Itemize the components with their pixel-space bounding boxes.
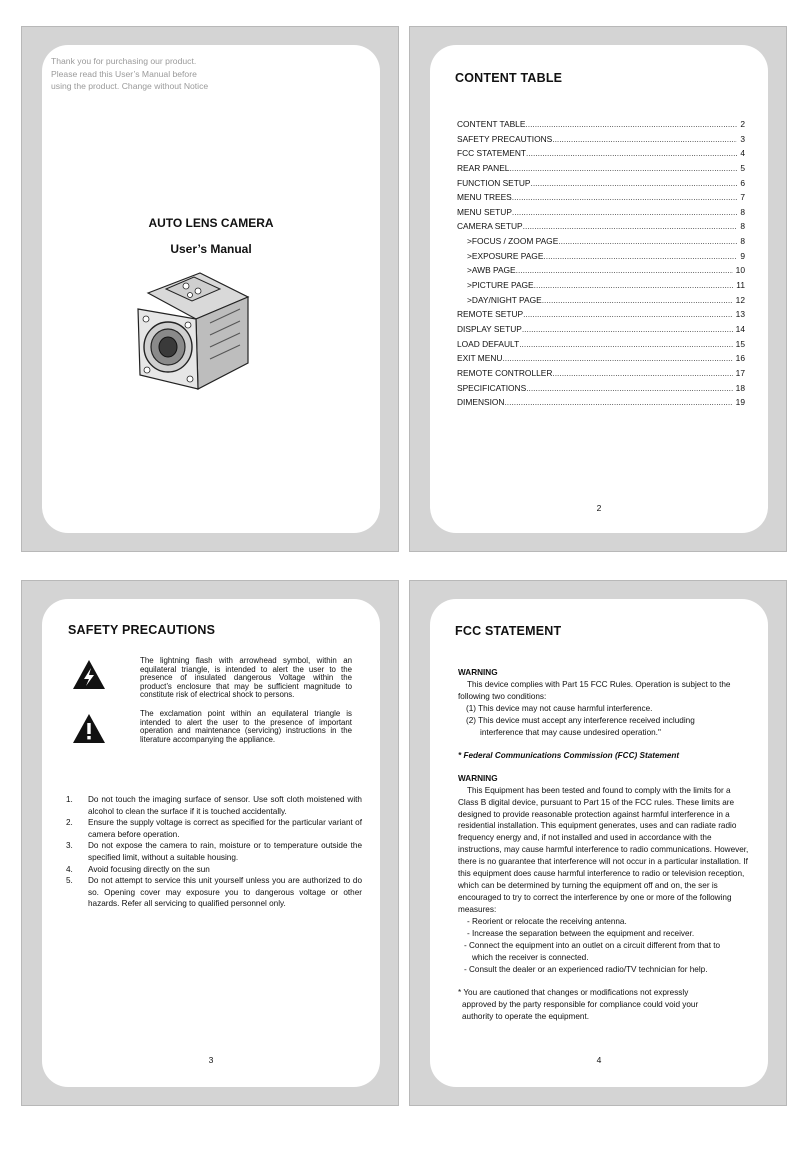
page-title: SAFETY PRECAUTIONS — [68, 623, 216, 637]
warning-intro: This device complies with Part 15 FCC Rules. Operation is subject to the following two conditions: — [458, 679, 731, 701]
fcc-card — [430, 599, 768, 1087]
camera-illustration — [130, 267, 264, 395]
toc-entry[interactable]: >PICTURE PAGE ..... 11 — [457, 278, 745, 293]
caution-line: authority to operate the equipment. — [462, 1011, 589, 1021]
toc-entry[interactable]: >EXPOSURE PAGE ..... 9 — [457, 249, 745, 264]
safety-card — [42, 599, 380, 1087]
safety-page — [21, 580, 399, 1106]
content-table-card — [430, 45, 768, 533]
caution-line: approved by the party responsible for compliance could void your — [462, 999, 699, 1009]
toc-entry[interactable]: CONTENT TABLE ..... 2 — [457, 117, 745, 132]
exclamation-warning-icon — [72, 713, 106, 744]
list-item: 4. Avoid focusing directly on the sun — [66, 864, 210, 874]
measure-item-cont: which the receiver is connected. — [472, 952, 589, 962]
condition-2: (2) This device must accept any interference received including — [466, 715, 695, 725]
list-item: 2. Ensure the supply voltage is correct as specified for the particular variant of camera before operation. — [66, 818, 362, 839]
condition-2-cont: interference that may cause undesired operation." — [480, 727, 661, 737]
fcc-page — [409, 580, 787, 1106]
toc-entry[interactable]: REMOTE SETUP ..... 13 — [457, 307, 745, 322]
list-item: 5. Do not attempt to service this unit yourself unless you are authorized to do so. Opening cover may exposure you to dangerous voltage or other hazards. Refer all servicing to qualified personnel only. — [66, 876, 362, 909]
toc-entry[interactable]: CAMERA SETUP ..... 8 — [457, 219, 745, 234]
measure-item: - Reorient or relocate the receiving antenna. — [467, 917, 627, 927]
toc-entry[interactable]: EXIT MENU ..... 16 — [457, 351, 745, 366]
toc-entry[interactable]: MENU TREES ..... 7 — [457, 190, 745, 205]
toc-entry[interactable]: LOAD DEFAULT ..... 15 — [457, 337, 745, 352]
cover-page — [21, 26, 399, 552]
measure-item: - Increase the separation between the equipment and receiver. — [467, 929, 695, 939]
condition-1: (1) This device may not cause harmful interference. — [466, 703, 653, 713]
notice-line: using the product. Change without Notice — [51, 81, 209, 91]
safety-list — [66, 794, 362, 910]
warning-title: WARNING — [458, 668, 498, 677]
warning-body: This Equipment has been tested and found to comply with the limits for a Class B digital device, pursuant to Part 15 of the FCC rules. These limits are designed to provide reasonable protection against harmful interference in a residential installation. This equipment generates, uses and can radiate radio frequency energy and, if not installed and used in accordance with the instructions, may cause harmful interference to radio communications. However, there is no guarantee that interference will not occur in a particular installation. If this equipment does cause harmful interference to radio or television reception, which can be determined by turning the equipment off and on, the ser is encouraged to try to correct the interference by one or more of the following measures: — [458, 785, 749, 915]
toc-entry[interactable]: SAFETY PRECAUTIONS ..... 3 — [457, 132, 745, 147]
content-table-page — [409, 26, 787, 552]
measure-item: - Connect the equipment into an outlet on a circuit different from that to — [464, 941, 721, 951]
warning-title: WARNING — [458, 773, 498, 783]
manual-title: AUTO LENS CAMERA — [148, 216, 274, 230]
lightning-warning — [70, 657, 356, 713]
exclamation-warning — [70, 710, 356, 756]
toc-list — [457, 117, 745, 410]
toc-entry[interactable]: FCC STATEMENT ..... 4 — [457, 146, 745, 161]
fcc-statement-note: * Federal Communications Commission (FCC) Statement — [458, 750, 680, 760]
manual-subtitle: User’s Manual — [170, 242, 252, 256]
exclamation-warning-text: The exclamation point within an equilateral triangle is intended to alert the user to the presence of important operation and maintenance (servicing) instructions in the literature accompanying the appliance. — [140, 709, 352, 744]
toc-entry[interactable]: >DAY/NIGHT PAGE ..... 12 — [457, 293, 745, 308]
page-title: CONTENT TABLE — [455, 71, 563, 85]
toc-entry[interactable]: REMOTE CONTROLLER ..... 17 — [457, 366, 745, 381]
toc-entry[interactable]: MENU SETUP ..... 8 — [457, 205, 745, 220]
toc-entry[interactable]: FUNCTION SETUP ..... 6 — [457, 176, 745, 191]
page-number: 3 — [208, 1055, 214, 1065]
page-title: FCC STATEMENT — [455, 624, 562, 638]
caution-line: * You are cautioned that changes or modifications not expressly — [458, 987, 689, 997]
list-item: 3. Do not expose the camera to rain, moisture or to temperature outside the specified limit, without a suitable housing. — [66, 841, 362, 862]
cover-card — [42, 45, 380, 533]
measure-item: - Consult the dealer or an experienced radio/TV technician for help. — [464, 964, 708, 974]
toc-entry[interactable]: SPECIFICATIONS ..... 18 — [457, 381, 745, 396]
lightning-warning-text: The lightning flash with arrowhead symbol, within an equilateral triangle, is intended to alert the user to the presence of insulated dangerous Voltage within the product’s enclosure that may be sufficient magnitude to constitute risk of electrical shock to persons. — [140, 656, 352, 700]
notice-line: Thank you for purchasing our product. — [51, 56, 197, 66]
toc-entry[interactable]: DIMENSION ..... 19 — [457, 395, 745, 410]
toc-entry[interactable]: >AWB PAGE ..... 10 — [457, 263, 745, 278]
page-number: 4 — [596, 1055, 602, 1065]
toc-entry[interactable]: DISPLAY SETUP ..... 14 — [457, 322, 745, 337]
purchase-notice — [51, 55, 208, 93]
notice-line: Please read this User’s Manual before — [51, 68, 197, 79]
toc-entry[interactable]: REAR PANEL ..... 5 — [457, 161, 745, 176]
list-item: 1. Do not touch the imaging surface of sensor. Use soft cloth moistened with alcohol to clean the surface if it is touched accidentally. — [66, 795, 362, 816]
fcc-body — [458, 667, 750, 1023]
lightning-warning-icon — [72, 659, 106, 690]
toc-entry[interactable]: >FOCUS / ZOOM PAGE ..... 8 — [457, 234, 745, 249]
page-number: 2 — [596, 503, 602, 513]
